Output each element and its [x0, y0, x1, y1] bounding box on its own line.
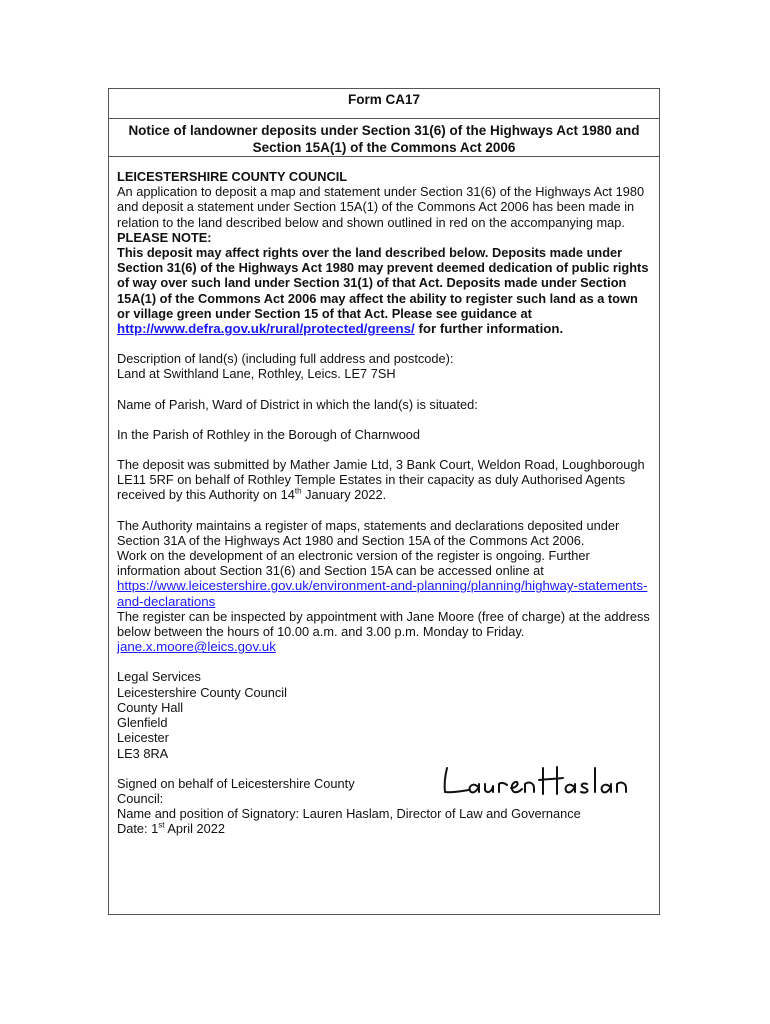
signature-date: Date: 1st April 2022	[117, 821, 225, 837]
register-text: The Authority maintains a register of maps, statements and declarations deposited under Section 31A of the Highways Act 1980 and Section 15A of the Commons Act 2006.	[117, 517, 620, 548]
form-body	[109, 157, 659, 837]
form-title: Form CA17	[109, 89, 659, 119]
defra-link[interactable]: http://www.defra.gov.uk/rural/protected/greens/	[117, 321, 415, 337]
inspection-text: The register can be inspected by appointment with Jane Moore (free of charge) at the address below between the hours of 10.00 a.m. and 3.00 p.m. Monday to Friday.	[117, 608, 650, 640]
address-line: Leicester	[117, 730, 169, 746]
form-ca17	[108, 88, 660, 915]
land-description-value: Land at Swithland Lane, Rothley, Leics. LE7 7SH	[117, 366, 396, 382]
register-online-text: Work on the development of an electronic version of the register is ongoing. Further information about Section 31(6) and Section 15A can be accessed online at	[117, 548, 590, 579]
address-line: LE3 8RA	[117, 745, 169, 761]
submission-text: The deposit was submitted by Mather Jamie Ltd, 3 Bank Court, Weldon Road, Loughborough LE11 5RF on behalf of Rothley Temple Estates in their capacity as duly Authorised Agents received by this Authority on 14th January 2022.	[117, 457, 645, 503]
parish-label: Name of Parish, Ward of District in which the land(s) is situated:	[117, 396, 478, 412]
register-link[interactable]: https://www.leicestershire.gov.uk/environment-and-planning/planning/highway-statements-and-declarations	[117, 578, 648, 609]
application-text: An application to deposit a map and statement under Section 31(6) of the Highways Act 1980 and deposit a statement under Section 15A(1) of the Commons Act 2006 has been made in relation to the land described below and shown outlined in red on the accompanying map.	[117, 184, 645, 230]
address-line: Glenfield	[117, 715, 168, 731]
parish-value: In the Parish of Rothley in the Borough of Charnwood	[117, 426, 421, 442]
please-note-heading: PLEASE NOTE:	[117, 229, 212, 245]
land-description-label: Description of land(s) (including full address and postcode):	[117, 351, 454, 367]
signed-on-behalf: Signed on behalf of Leicestershire County Council:	[117, 775, 355, 806]
register-link-line	[117, 578, 651, 608]
email-link[interactable]: jane.x.moore@leics.gov.uk	[117, 639, 276, 655]
notice-heading: Notice of landowner deposits under Section 31(6) of the Highways Act 1980 and Section 15A(1) of the Commons Act 2006	[109, 119, 659, 157]
address-line: Leicestershire County Council	[117, 684, 287, 700]
handwritten-signature-icon	[439, 762, 635, 802]
address-line: Legal Services	[117, 669, 201, 685]
email-line	[117, 639, 651, 654]
signatory-name-position: Name and position of Signatory: Lauren Haslam, Director of Law and Governance	[117, 806, 581, 822]
address-line: County Hall	[117, 699, 184, 715]
council-name: LEICESTERSHIRE COUNTY COUNCIL	[117, 169, 348, 184]
guidance-line	[117, 321, 651, 336]
address-block	[117, 669, 651, 760]
please-note-text: This deposit may affect rights over the land described below. Deposits made under Section 31(6) of the Highways Act 1980 may prevent deemed dedication of public rights of way over such land under Section 31(1) of that Act. Deposits made under Section 15A(1) of the Commons Act 2006 may affect the ability to register such land as a town or village green under Section 15 of that Act. Please see guidance at	[117, 245, 649, 321]
signature-row	[117, 776, 651, 806]
guidance-after: for further information.	[414, 321, 564, 337]
